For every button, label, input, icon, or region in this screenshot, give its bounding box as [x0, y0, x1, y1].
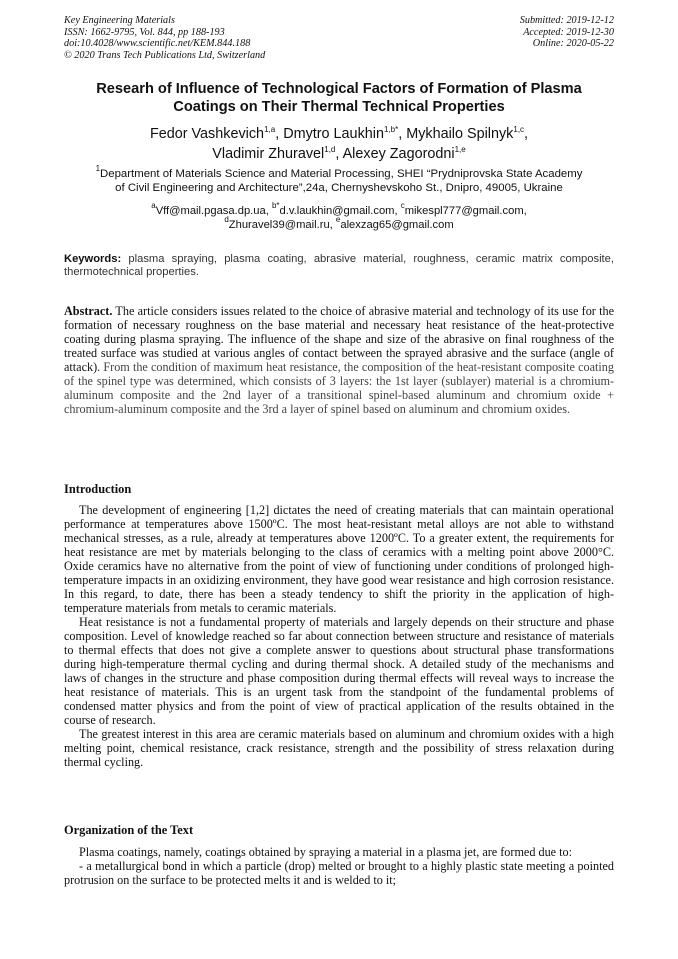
email-sup: c [400, 201, 405, 210]
author-line-1 [40, 124, 638, 144]
introduction-body [64, 503, 614, 769]
organization-paragraph-1: Plasma coatings, namely, coatings obtained by spraying a material in a plasma jet, are formed due to: [79, 845, 572, 859]
title-line-1: Researh of Influence of Technological Factors of Formation of Plasma [96, 81, 582, 97]
online-date: Online: 2020-05-22 [532, 38, 614, 49]
keywords-text: plasma spraying, plasma coating, abrasive material, roughness, ceramic matrix composite, thermotechnical properties. [64, 253, 614, 278]
affiliation-line-2: of Civil Engineering and Architecture”,24a, Chernyshevskoho St., Dnipro, 49005, Ukraine [115, 182, 563, 194]
organization-heading: Organization of the Text [64, 823, 194, 837]
author-name: Dmytro Laukhin [283, 126, 384, 142]
abstract-label: Abstract. [64, 304, 113, 318]
paper-title [50, 80, 628, 116]
email-line-2 [55, 215, 623, 232]
author-affil-sup: 1,d [324, 145, 336, 154]
affiliation-line-1 [55, 164, 623, 181]
author-affil-sup: 1,a [264, 125, 276, 134]
author-name: Vladimir Zhuravel [212, 146, 325, 162]
organization-list-item-1: - a metallurgical bond in which a particle (drop) melted or brought to a highly plastic state meeting a pointed protrusion on the surface to be protected melts it and is welded to it; [64, 859, 614, 887]
author-list [40, 124, 638, 164]
dates-header [520, 15, 614, 50]
introduction-paragraph-1: The development of engineering [1,2] dictates the need of creating materials that can maintain operational performance at temperatures above 1500ºC. The most heat-resistant metal alloys are not able to withstand mechanical stresses, as a rule, already at temperatures above 1200ºC. To a greater extent, the requirements for heat resistance are met by materials belonging to the class of ceramics with a melting point above 2000°C. Oxide ceramics have no alternative from the point of view of functioning under conditions of prolonged high-temperature impacts in an oxidizing environment, they have good wear resistance and high corrosion resistance. In this regard, to date, there has been a steady tendency to shift the priority in the application of high-temperature materials from metals to ceramic materials. [64, 503, 614, 615]
copyright-line: © 2020 Trans Tech Publications Ltd, Switzerland [64, 49, 266, 61]
author-name: Fedor Vashkevich [149, 126, 265, 142]
journal-header [64, 15, 265, 61]
keywords [64, 253, 614, 279]
email-e[interactable]: alexzag65@gmail.com [340, 219, 454, 231]
author-separator: , [335, 146, 343, 162]
email-a[interactable]: Vff@mail.pgasa.dp.ua, [155, 205, 272, 217]
email-d[interactable]: Zhuravel39@mail.ru, [228, 219, 336, 231]
email-sup: e [335, 215, 341, 224]
accepted-date: Accepted: 2019-12-30 [523, 26, 614, 38]
journal-name: Key Engineering Materials [64, 15, 175, 26]
author-name: Alexey Zagorodni [342, 146, 455, 162]
introduction-heading: Introduction [64, 482, 132, 496]
author-name: Mykhailo Spilnyk [406, 126, 514, 142]
author-separator: , [524, 126, 529, 142]
submitted-date: Submitted: 2019-12-12 [519, 15, 614, 26]
affiliation-sup: 1 [95, 164, 101, 173]
email-sup: d [224, 215, 229, 224]
author-separator: , [275, 126, 284, 142]
author-affil-sup: 1,c [513, 125, 525, 134]
doi-line[interactable]: doi:10.4028/www.scientific.net/KEM.844.188 [64, 38, 251, 49]
keywords-label: Keywords: [64, 253, 122, 265]
author-affil-sup: 1,b* [383, 125, 399, 134]
abstract-text-1: The article considers issues related to the choice of abrasive material and technology of its use for the formation of necessary roughness on the base material and necessary heat resistance of the heat-protective coating during plasma spraying. The influence of the shape and size of the abrasive on final roughness of the treated surface was studied at various angles of contact between the sprayed abrasive and the surface (angle of attack). [64, 304, 614, 374]
issn-line: ISSN: 1662-9795, Vol. 844, pp 188-193 [64, 26, 225, 38]
organization-body [64, 845, 614, 887]
email-sup: a [151, 201, 156, 210]
email-c[interactable]: mikespl777@gmail.com, [404, 205, 527, 217]
author-line-2 [40, 144, 638, 164]
email-list [55, 201, 623, 232]
affiliation-text: Department of Materials Science and Material Processing, SHEI “Prydniprovska State Academy [100, 168, 583, 180]
introduction-paragraph-3: The greatest interest in this area are ceramic materials based on aluminum and chromium oxides with a high melting point, chemical resistance, crack resistance, strength and the possibility of stress relaxation during thermal cycling. [64, 727, 614, 769]
abstract [64, 304, 614, 416]
introduction-paragraph-2: Heat resistance is not a fundamental property of materials and largely depends on their structure and phase composition. Level of knowledge reached so far about connection between structure and resistance of materials to thermal effects that does not give a complete answer to questions about structural phase transformations during high-temperature thermal cycling and during thermal shock. A detailed study of the mechanisms and laws of changes in the structure and phase composition during thermal effects will reveal ways to increase the heat resistance of materials. This is an urgent task from the standpoint of the fundamental problems of condensed matter physics and from the point of view of practical application of the results obtained in the course of research. [64, 615, 614, 727]
affiliation [55, 164, 623, 195]
abstract-text-2: From the condition of maximum heat resistance, the composition of the heat-resistant composite coating of the spinel type was determined, which consists of 3 layers: the 1st layer (sublayer) material is a chromium-aluminum composite and the 2nd layer of a transitional spinel-based aluminum and chromium oxide + chromium-aluminum composite and the 3rd a layer of spinel based on aluminum and chromium oxides. [64, 360, 614, 416]
email-b[interactable]: d.v.laukhin@gmail.com, [279, 205, 401, 217]
email-sup: b* [271, 201, 280, 210]
author-affil-sup: 1,e [454, 145, 466, 154]
title-line-2: Coatings on Their Thermal Technical Properties [173, 99, 505, 115]
author-separator: , [398, 126, 407, 142]
